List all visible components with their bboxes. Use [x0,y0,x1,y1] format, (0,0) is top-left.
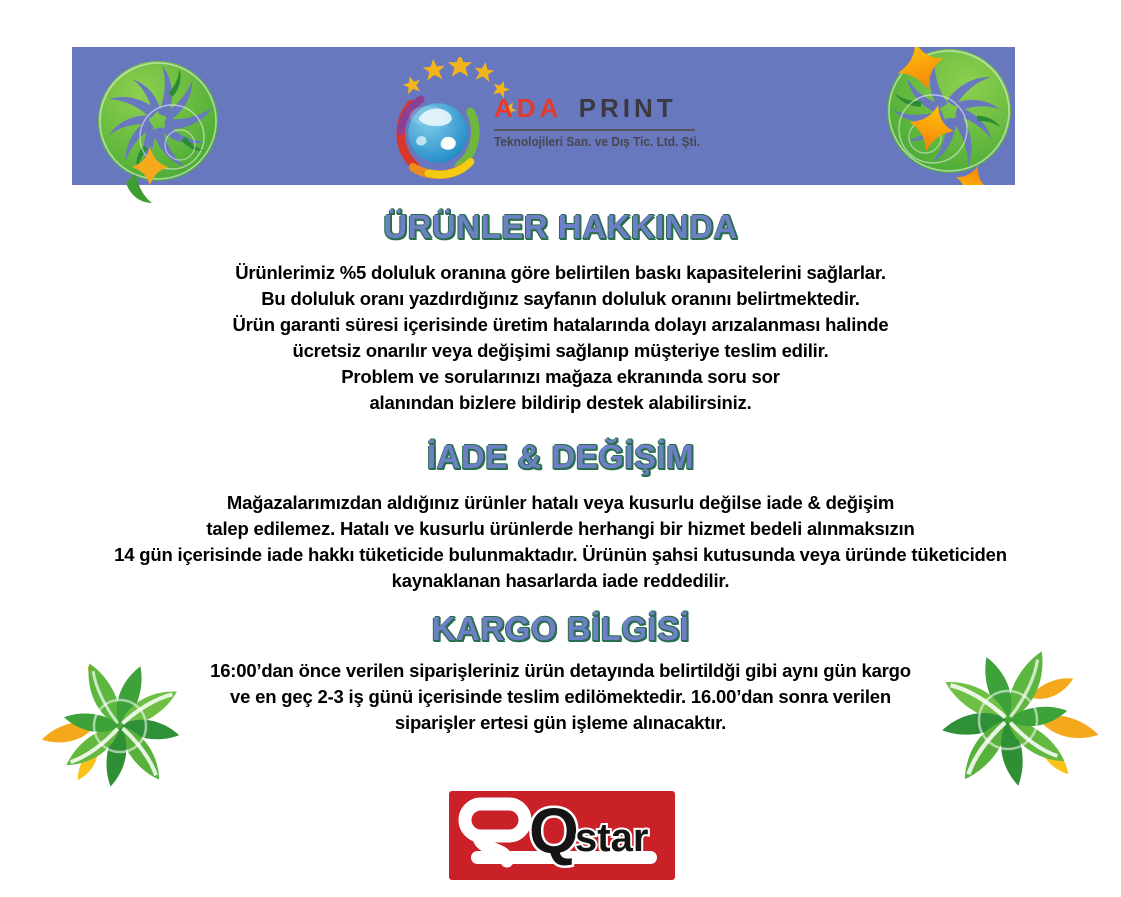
spiral-leaf-ornament-right-icon [853,47,1015,185]
text-line: Ürünlerimiz %5 doluluk oranına göre belirtilen baskı kapasitelerini sağlarlar. [235,262,886,283]
qstar-letter-q: Q [529,795,579,867]
text-line: ve en geç 2-3 iş günü içerisinde teslim edilömektedir. 16.00’dan sonra verilen [230,686,891,707]
text-line: Mağazalarımızdan aldığınız ürünler hatalı veya kusurlu değilse iade & değişim [226,492,895,513]
qstar-word-star: star [575,816,649,860]
text-line: siparişler ertesi gün işleme alınacaktır. [394,712,727,733]
leaf-cluster-left-icon [36,648,206,813]
text-line: kaynaklanan hasarlarda iade reddedilir. [391,570,730,591]
star-icon [422,58,446,81]
section-heading-returns: İADE & DEĞİŞİM [426,438,695,475]
brand-name-ada: ADA [494,93,562,123]
text-line: 14 gün içerisinde iade hakkı tüketicide bulunmaktadır. Ürünün şahsi kutusunda veya üründe tüketiciden [114,544,1007,565]
star-icon [448,57,472,77]
qstar-logo [449,791,675,880]
leaf-cluster-right-icon [913,630,1098,820]
header-banner [72,47,1015,185]
text-line: ücretsiz onarılır veya değişimi sağlanıp müşteriye teslim edilir. [292,340,829,361]
spiral-leaf-ornament-left-icon [92,53,230,215]
section-paragraph-returns [0,490,1121,594]
section-paragraph-products [0,260,1121,416]
brand-name-print: PRINT [578,93,677,123]
logo-text-block [494,93,720,149]
text-line: talep edilemez. Hatalı ve kusurlu ürünlerde herhangi bir hizmet bedeli alınmaksızın [206,518,915,539]
text-line: alanından bizlere bildirip destek alabilirsiniz. [369,392,752,413]
logo-subtitle: Teknolojileri San. ve Dış Tic. Ltd. Şti. [494,135,701,149]
brand-name [494,93,720,124]
globe-icon [392,87,484,179]
star-icon [473,60,496,82]
text-line: 16:00’dan önce verilen siparişleriniz ürün detayında belirtildği gibi aynı gün kargo [210,660,911,681]
logo-divider [494,129,695,131]
ada-print-logo [388,55,724,179]
section-heading-products: ÜRÜNLER HAKKINDA [383,208,738,245]
section-heading-shipping: KARGO BİLGİSİ [431,610,690,647]
text-line: Ürün garanti süresi içerisinde üretim hatalarında dolayı arızalanması halinde [232,314,889,335]
text-line: Bu doluluk oranı yazdırdığınız sayfanın doluluk oranını belirtmektedir. [261,288,860,309]
text-line: Problem ve sorularınızı mağaza ekranında soru sor [341,366,780,387]
